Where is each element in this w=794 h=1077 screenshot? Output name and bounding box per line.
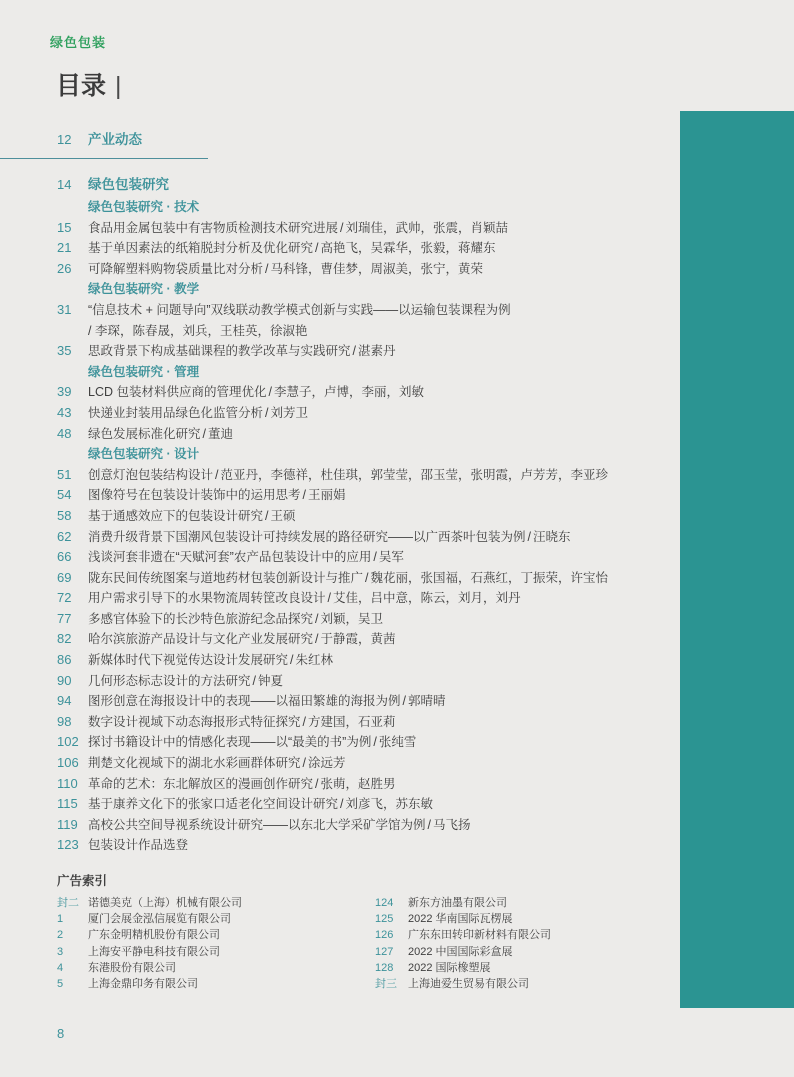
toc-page-number: 86 — [57, 652, 72, 668]
ad-index-row — [57, 976, 242, 992]
toc-article-row — [57, 774, 657, 795]
toc-author-separator: / — [265, 405, 269, 420]
toc-entry-authors: 汪晓东 — [533, 529, 571, 544]
toc-entry-title: 高校公共空间导视系统设计研究——以东北大学采矿学馆为例 — [88, 817, 426, 832]
toc-entry-title: 革命的艺术：东北解放区的漫画创作研究 — [88, 776, 314, 791]
toc-section-divider — [0, 158, 208, 159]
ad-index-row — [375, 927, 551, 943]
toc-author-separator: / — [402, 694, 406, 709]
toc-article-row — [57, 650, 657, 671]
toc-page-number: 110 — [57, 775, 78, 791]
toc-entry-authors: / 李琛，陈春晟，刘兵，王桂英，徐淑艳 — [88, 323, 308, 338]
toc-entry-authors: 王丽娟 — [308, 488, 346, 503]
ad-company-name: 新东方油墨有限公司 — [408, 897, 507, 909]
toc-author-separator: / — [252, 673, 256, 688]
ad-page-number: 125 — [375, 913, 394, 926]
toc-author-separator: / — [268, 385, 272, 400]
toc-article-row — [57, 588, 657, 609]
toc-entry-title: 产业动态 — [88, 132, 142, 147]
ad-page-number: 2 — [57, 929, 64, 942]
toc-page-number: 102 — [57, 734, 79, 750]
toc-entry-title: 可降解塑料购物袋质量比对分析 — [88, 261, 264, 276]
toc-article-row — [57, 527, 657, 548]
ad-index-row — [57, 895, 242, 911]
toc-article-row — [57, 691, 657, 712]
toc-subsection-label: 绿色包装研究 · 教学 — [88, 282, 200, 297]
toc-entry-authors: 董迪 — [208, 426, 234, 441]
toc-entry-title: 基于康养文化下的张家口适老化空间设计研究 — [88, 797, 339, 812]
toc-subsection-label: 绿色包装研究 · 设计 — [88, 447, 200, 462]
toc-entry-authors: 王硕 — [270, 508, 296, 523]
toc-entry-authors: 方建国，石亚莉 — [308, 714, 396, 729]
toc-entry-title: 绿色发展标准化研究 — [88, 426, 201, 441]
toc-author-separator: / — [315, 632, 319, 647]
toc-entry-title: 基于单因素法的纸箱脱封分析及优化研究 — [88, 241, 314, 256]
toc-author-separator: / — [215, 467, 219, 482]
toc-article-row — [57, 794, 657, 815]
toc-entry-authors: 钟夏 — [258, 673, 284, 688]
ad-company-name: 2022 国际橡塑展 — [408, 961, 491, 974]
toc-entry-title: 基于通感效应下的包装设计研究 — [88, 508, 264, 523]
toc-entry-authors: 张萌，赵胜男 — [320, 776, 396, 791]
page-title — [56, 66, 122, 102]
toc-page-number: 82 — [57, 631, 72, 647]
toc-entry-title: 哈尔滨旅游产品设计与文化产业发展研究 — [88, 632, 314, 647]
ad-company-name: 东港股份有限公司 — [88, 961, 176, 974]
toc-page-number: 123 — [57, 837, 79, 853]
toc-entry-authors: 范亚丹，李德祥，杜佳琪，郭莹莹，邵玉莹，张明霞，卢芳芳，李亚珍 — [220, 467, 609, 482]
toc-entry-authors: 高艳飞，吴霖华，张毅，蒋耀东 — [320, 241, 496, 256]
ad-index-left-column — [57, 895, 242, 992]
ad-company-name: 上海安平静电科技有限公司 — [88, 945, 220, 958]
toc-article-row — [57, 609, 657, 630]
ad-company-name: 广东东田转印新材料有限公司 — [408, 929, 551, 942]
ad-company-name: 广东金明精机股份有限公司 — [88, 929, 220, 942]
toc-article-row — [57, 341, 657, 362]
toc-author-separator: / — [340, 220, 344, 235]
toc-entry-title: LCD 包装材料供应商的管理优化 — [88, 385, 267, 400]
toc-entry-authors: 刘颖，吴卫 — [320, 611, 384, 626]
toc-entry-authors-line2 — [57, 321, 657, 342]
toc-entry-authors: 艾佳，吕中意，陈云，刘月，刘丹 — [333, 591, 521, 606]
ad-index-row — [57, 927, 242, 943]
toc-article-row — [57, 671, 657, 692]
ad-company-name: 厦门会展金泓信展览有限公司 — [88, 913, 231, 926]
ad-index-row — [375, 895, 551, 911]
ad-page-number: 126 — [375, 929, 394, 942]
toc-page-number: 77 — [57, 610, 72, 626]
toc-author-separator: / — [315, 241, 319, 256]
toc-article-row — [57, 815, 657, 836]
toc-article-row — [57, 485, 657, 506]
toc-entry-title: 几何形态标志设计的方法研究 — [88, 673, 251, 688]
toc-entry-title: 数字设计视域下动态海报形式特征探究 — [88, 714, 301, 729]
toc-author-separator: / — [302, 488, 306, 503]
toc-entry-title: 多感官体验下的长沙特色旅游纪念品探究 — [88, 611, 314, 626]
toc-entry-authors: 郭晴晴 — [408, 694, 446, 709]
toc-entry-title: 创意灯泡包装结构设计 — [88, 467, 214, 482]
toc-article-row — [57, 629, 657, 650]
toc-page-number: 66 — [57, 549, 72, 565]
toc-entry-authors: 张纯雪 — [378, 735, 417, 750]
toc-page-number: 39 — [57, 384, 72, 400]
toc-entry-title: 绿色包装研究 — [88, 177, 169, 192]
toc-author-separator: / — [315, 776, 319, 791]
toc-author-separator: / — [265, 261, 269, 276]
toc-entry-authors: 涂远芳 — [308, 756, 346, 771]
toc-entry-authors: 湛素丹 — [358, 344, 396, 359]
toc-author-separator: / — [427, 817, 431, 832]
ad-company-name: 上海迪爱生贸易有限公司 — [408, 977, 529, 990]
ad-index-right-column — [375, 895, 551, 992]
toc-page-number: 35 — [57, 343, 72, 359]
toc-section-row — [57, 173, 657, 197]
toc-page-number: 12 — [57, 132, 72, 147]
toc-article-row — [57, 835, 657, 856]
toc-entry-title: 食品用金属包装中有害物质检测技术研究进展 — [88, 220, 339, 235]
ad-index-row — [375, 944, 551, 960]
toc-author-separator: / — [302, 714, 306, 729]
toc-section-row — [57, 128, 657, 152]
ad-page-number: 3 — [57, 945, 64, 958]
toc-page-number: 14 — [57, 177, 72, 192]
ad-company-name: 2022 华南国际瓦楞展 — [408, 913, 513, 926]
toc-entry-title: 消费升级背景下国潮风包装设计可持续发展的路径研究——以广西茶叶包装为例 — [88, 529, 526, 544]
ad-index-row — [375, 976, 551, 992]
toc-entry-title: 图形创意在海报设计中的表现——以福田繁雄的海报为例 — [88, 694, 401, 709]
toc-author-separator: / — [373, 550, 377, 565]
ad-index-row — [375, 911, 551, 927]
toc-author-separator: / — [315, 611, 319, 626]
toc-entry-authors: 魏花丽，张国福，石燕红，丁振荣，许宝怡 — [370, 570, 609, 585]
toc-article-row — [57, 547, 657, 568]
toc-entry-authors: 朱红林 — [295, 653, 334, 668]
toc-page-number: 106 — [57, 755, 79, 771]
toc-entry-title: 用户需求引导下的水果物流周转筐改良设计 — [88, 591, 326, 606]
teal-sidebar-panel — [680, 111, 794, 1008]
toc-article-row — [57, 238, 657, 259]
toc-article-row — [57, 403, 657, 424]
toc-entry-title: 浅谈河套非遗在“天赋河套”农产品包装设计中的应用 — [88, 550, 372, 565]
toc-entry-title: 思政背景下构成基础课程的教学改革与实践研究 — [88, 344, 351, 359]
toc-entry-authors: 马飞扬 — [433, 817, 471, 832]
toc-author-separator: / — [373, 735, 377, 750]
ad-index-row — [57, 911, 242, 927]
ad-page-number: 封二 — [57, 897, 79, 909]
toc-page-number: 58 — [57, 507, 72, 523]
toc-page-number: 119 — [57, 816, 78, 832]
ad-page-number: 128 — [375, 961, 394, 974]
toc-page-number: 115 — [57, 796, 78, 812]
page-number: 8 — [57, 1026, 65, 1041]
toc-article-row — [57, 382, 657, 403]
toc-article-row — [57, 424, 657, 445]
ad-page-number: 4 — [57, 961, 64, 974]
toc-author-separator: / — [527, 529, 531, 544]
table-of-contents — [57, 128, 657, 856]
toc-page-number: 98 — [57, 713, 72, 729]
toc-article-row — [57, 218, 657, 239]
toc-entry-authors: 刘彦飞，苏东敏 — [345, 797, 434, 812]
ad-page-number: 封三 — [375, 977, 397, 990]
toc-author-separator: / — [365, 570, 369, 585]
toc-article-row — [57, 506, 657, 527]
ad-page-number: 124 — [375, 897, 394, 909]
ad-company-name: 2022 中国国际彩盒展 — [408, 945, 513, 958]
toc-page-number: 48 — [57, 425, 72, 441]
toc-article-row — [57, 732, 657, 753]
toc-page-number: 43 — [57, 404, 72, 420]
toc-entry-authors: 于静霞，黄茜 — [320, 632, 396, 647]
toc-author-separator: / — [340, 797, 344, 812]
ad-page-number: 5 — [57, 977, 64, 990]
toc-page-number: 15 — [57, 219, 72, 235]
toc-author-separator: / — [352, 344, 356, 359]
ad-page-number: 127 — [375, 945, 394, 958]
toc-entry-authors: 刘芳卫 — [270, 405, 309, 420]
toc-entry-authors: 吴军 — [378, 550, 404, 565]
toc-entry-title: 荆楚文化视域下的湖北水彩画群体研究 — [88, 756, 301, 771]
toc-entry-title: 包装设计作品选登 — [88, 838, 189, 853]
ad-index-row — [375, 960, 551, 976]
toc-subsection-label: 绿色包装研究 · 技术 — [88, 200, 200, 214]
toc-page-number: 94 — [57, 693, 72, 709]
toc-article-row — [57, 568, 657, 589]
toc-author-separator: / — [202, 426, 206, 441]
ad-page-number: 1 — [57, 913, 64, 926]
toc-entry-title: 快递业封装用品绿色化监管分析 — [88, 405, 264, 420]
toc-author-separator: / — [265, 508, 269, 523]
ad-index-row — [57, 960, 242, 976]
toc-page-number: 51 — [57, 466, 72, 482]
toc-article-row — [57, 259, 657, 280]
toc-page-number: 69 — [57, 569, 72, 585]
toc-page-number: 31 — [57, 301, 72, 317]
toc-article-row — [57, 300, 657, 321]
magazine-logo: 绿色包装 — [50, 35, 107, 50]
toc-entry-authors: 刘瑞佳，武帅，张震，肖颖喆 — [345, 220, 509, 235]
toc-subsection-label: 绿色包装研究 · 管理 — [88, 364, 200, 379]
ad-company-name: 上海金鼎印务有限公司 — [88, 977, 198, 990]
ad-index-row — [57, 944, 242, 960]
toc-page-number: 90 — [57, 672, 72, 688]
toc-author-separator: / — [302, 756, 306, 771]
toc-page-number: 62 — [57, 528, 72, 544]
toc-page-number: 72 — [57, 590, 72, 606]
toc-article-row — [57, 712, 657, 733]
toc-page-number: 21 — [57, 240, 72, 256]
toc-article-row — [57, 465, 657, 486]
ad-index-heading: 广告索引 — [57, 874, 108, 888]
toc-entry-title: 图像符号在包装设计装饰中的运用思考 — [88, 488, 301, 503]
toc-author-separator: / — [327, 591, 331, 606]
toc-entry-title: 陇东民间传统图案与道地药材包装创新设计与推广 — [88, 570, 364, 585]
toc-page-number: 54 — [57, 487, 72, 503]
toc-author-separator: / — [290, 653, 294, 668]
toc-entry-title: 新媒体时代下视觉传达设计发展研究 — [88, 653, 289, 668]
ad-company-name: 诺德美克（上海）机械有限公司 — [88, 897, 242, 909]
toc-entry-title: “信息技术 + 问题导向”双线联动教学模式创新与实践——以运输包装课程为例 — [88, 302, 511, 317]
page-title-text: 目录 — [56, 72, 107, 100]
toc-entry-authors: 李慧子，卢博，李丽，刘敏 — [273, 385, 424, 400]
page-title-bar: | — [115, 72, 122, 100]
toc-page-number: 26 — [57, 260, 72, 276]
toc-entry-title: 探讨书籍设计中的情感化表现——以“最美的书”为例 — [88, 735, 372, 750]
toc-entry-authors: 马科锋，曹佳梦，周淑美，张宁，黄荣 — [270, 261, 484, 276]
toc-article-row — [57, 753, 657, 774]
